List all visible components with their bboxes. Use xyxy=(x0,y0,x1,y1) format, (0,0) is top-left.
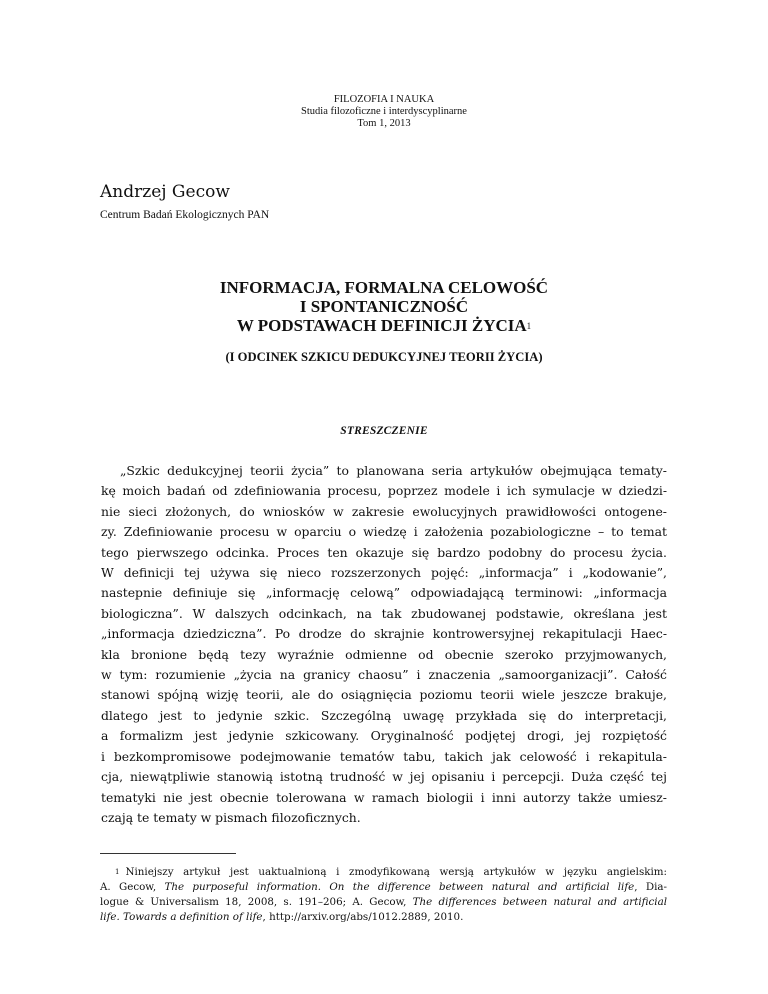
author-affiliation: Centrum Badań Ekologicznych PAN xyxy=(100,209,270,221)
abstract-line: a formalizm jest jedynie szkicowany. Oryginalność podjętej drogi, jej rozpiętość xyxy=(101,728,667,744)
footnote-line-2 xyxy=(100,880,667,895)
journal-header xyxy=(0,94,768,130)
footnote-cited-title: life. Towards a definition of life xyxy=(100,911,263,923)
footnote-cited-title: The differences between natural and artificial xyxy=(412,896,668,908)
abstract-line: nie sieci złożonych, do wniosków w zakresie ewolucyjnych prawidłowości ontogene- xyxy=(101,503,667,519)
footnote-mark: 1 xyxy=(115,868,120,876)
footnote-line-3 xyxy=(100,895,667,910)
journal-subtitle: Studia filozoficzne i interdyscyplinarne xyxy=(301,106,467,117)
footnote-cited-title: The purposeful information. On the difference between natural and artificial life xyxy=(164,881,635,893)
abstract-line: „Szkic dedukcyjnej teorii życia” to planowana seria artykułów obejmująca tematy- xyxy=(120,463,667,478)
footnote xyxy=(100,865,667,925)
abstract-line: dlatego jest to jedynie szkic. Szczególną uwagę przykłada się do interpretacji, xyxy=(101,707,667,723)
abstract-line: tematyki nie jest obecnie tolerowana w ramach biologii i inni autorzy także umiesz- xyxy=(101,789,667,805)
abstract-line: w tym: rozumienie „życia na granicy chaosu” i znaczenia „samoorganizacji”. Całość xyxy=(101,667,667,683)
author-name: Andrzej Gecow xyxy=(100,182,230,202)
abstract-line: biologiczna”. W dalszych odcinkach, na tak zbudowanej podstawie, określana jest xyxy=(101,605,667,621)
footnote-text: Niniejszy artykuł jest uaktualnioną i zmodyfikowaną wersją artykułów w języku angielskim: xyxy=(125,866,667,878)
abstract-line: cja, niewątpliwie stanowią istotną trudność w jej opisaniu i percepcji. Duża część tej xyxy=(101,769,667,785)
footnote-line-1 xyxy=(100,865,667,880)
abstract-line: „informacja dziedziczna”. Po drodze do skrajnie kontrowersyjnej rekapitulacji Haec- xyxy=(101,626,667,642)
article-title xyxy=(0,278,768,335)
title-footnote-mark[interactable]: 1 xyxy=(526,321,532,331)
abstract-line: zy. Zdefiniowanie procesu w oparciu o wiedzę i założenia pozabiologiczne – to temat xyxy=(101,524,667,540)
abstract-line: kę moich badań od zdefiniowania procesu, poprzez modele i ich symulacje w dziedzi- xyxy=(101,483,667,499)
footnote-divider xyxy=(100,853,236,854)
article-subtitle: (I ODCINEK SZKICU DEDUKCYJNEJ TEORII ŻYCIA) xyxy=(225,350,543,364)
abstract-line: W definicji tej używa się nieco rozszerzonych pojęć: „informacja” i „kodowanie”, xyxy=(101,565,667,581)
title-line-3-text: W PODSTAWACH DEFINICJI ŻYCIA xyxy=(236,316,527,335)
footnote-text: A. Gecow, xyxy=(100,881,165,893)
abstract-line: czają te tematy w pismach filozoficznych. xyxy=(101,809,361,825)
title-line-2: I SPONTANICZNOŚĆ xyxy=(299,297,469,316)
journal-volume: Tom 1, 2013 xyxy=(357,118,411,129)
footnote-line-4 xyxy=(100,910,667,925)
title-line-3 xyxy=(0,316,768,335)
footnote-link[interactable]: , http://arxiv.org/abs/1012.2889, 2010. xyxy=(262,911,464,923)
journal-name: FILOZOFIA I NAUKA xyxy=(333,94,435,105)
abstract-body xyxy=(101,461,667,828)
abstract-line: tego pierwszego odcinka. Proces ten okazuje się bardzo podobny do procesu życia. xyxy=(101,544,667,560)
title-line-1: INFORMACJA, FORMALNA CELOWOŚĆ xyxy=(219,278,549,297)
abstract-heading: STRESZCZENIE xyxy=(340,425,428,437)
abstract-line: nastepnie definiuje się „informację celową” odpowiadającą terminowi: „informacja xyxy=(101,585,667,601)
footnote-text: logue & Universalism 18, 2008, s. 191–206; A. Gecow, xyxy=(100,896,413,908)
abstract-line: i bezkompromisowe podejmowanie tematów tabu, takich jak celowość i rekapitula- xyxy=(101,748,667,764)
abstract-line: stanowi spójną wizję teorii, ale do osiągnięcia poziomu teorii wiele jeszcze brakuje, xyxy=(101,687,667,703)
abstract-line: kla bronione będą tezy wyraźnie odmienne od obecnie szeroko przyjmowanych, xyxy=(101,646,667,662)
footnote-text: , Dia- xyxy=(634,881,668,893)
